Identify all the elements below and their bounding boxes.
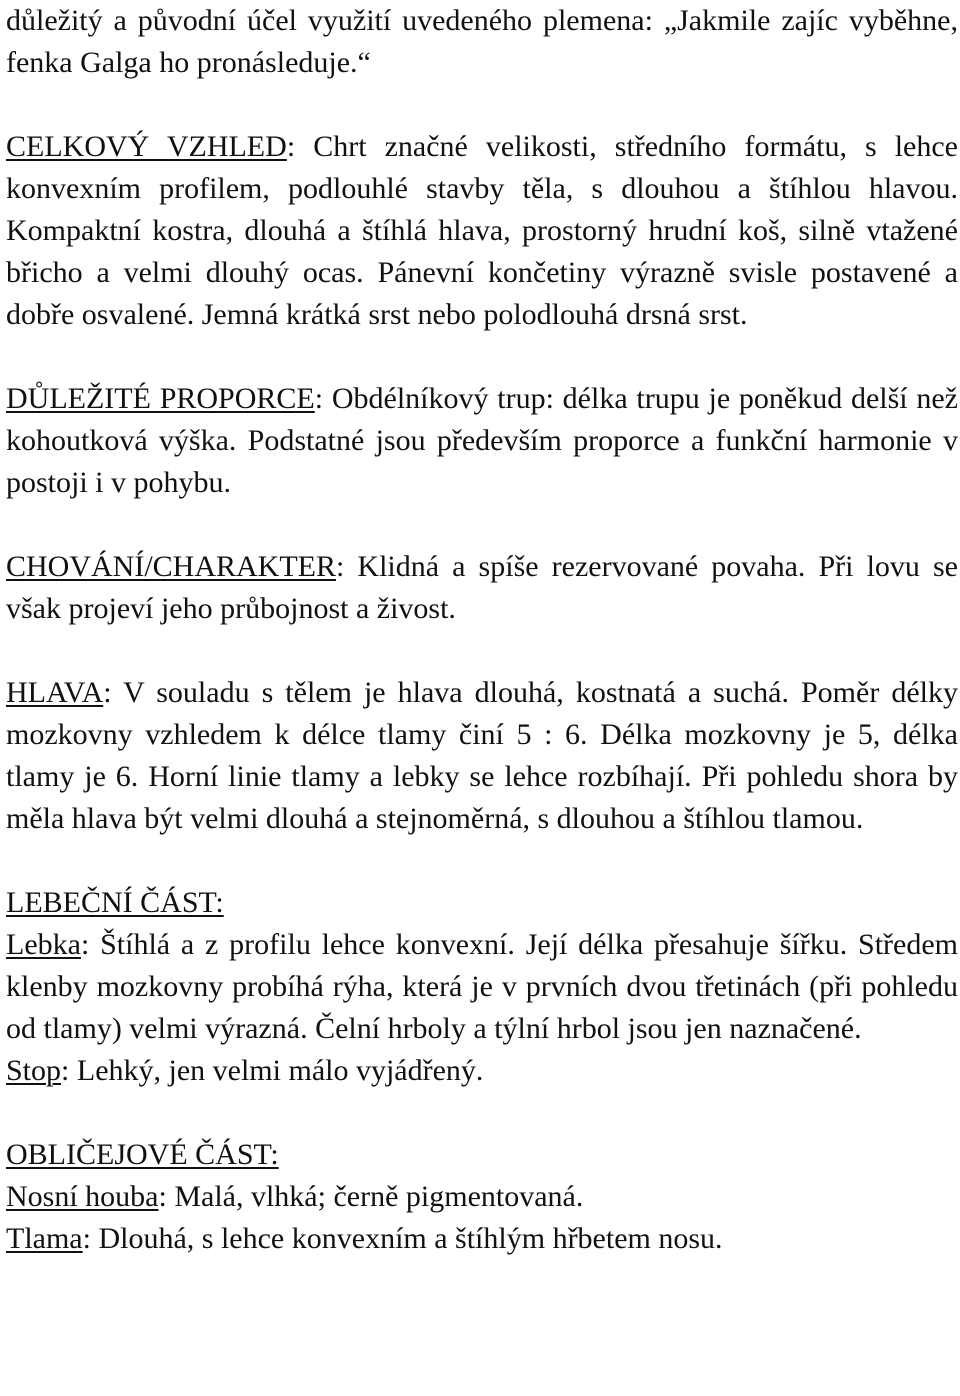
- nosni-houba-text: : Malá, vlhká; černě pigmentovaná.: [158, 1180, 584, 1213]
- stop-paragraph: [6, 1050, 958, 1092]
- lebecni-cast-heading-line: [6, 882, 958, 924]
- proporce-heading: DŮLEŽITÉ PROPORCE: [6, 382, 315, 415]
- document-page: [6, 0, 958, 1260]
- spacer: [6, 630, 958, 672]
- tlama-paragraph: [6, 1218, 958, 1260]
- nosni-houba-paragraph: [6, 1176, 958, 1218]
- spacer: [6, 504, 958, 546]
- chovani-heading: CHOVÁNÍ/CHARAKTER: [6, 550, 336, 583]
- chovani-text: : Klidná a spíše rezervované povaha. Při lovu se však projeví jeho průbojnost a živost.: [6, 550, 958, 625]
- spacer: [6, 840, 958, 882]
- stop-label: Stop: [6, 1054, 62, 1087]
- lebka-paragraph: [6, 924, 958, 1050]
- oblicejova-cast-heading: OBLIČEJOVÉ ČÁST:: [6, 1138, 279, 1171]
- celkovy-vzhled-paragraph: [6, 126, 958, 336]
- lebka-label: Lebka: [6, 928, 81, 961]
- nosni-houba-label: Nosní houba: [6, 1180, 159, 1213]
- celkovy-vzhled-heading: CELKOVÝ VZHLED: [6, 130, 287, 163]
- tlama-label: Tlama: [6, 1222, 83, 1255]
- lebecni-cast-heading: LEBEČNÍ ČÁST:: [6, 886, 224, 919]
- lebka-text: : Štíhlá a z profilu lehce konvexní. Její délka přesahuje šířku. Středem klenby mozkovny probíhá rýha, která je v prvních dvou třetinách (při pohledu od tlamy) velmi výrazná. Čelní hrboly a týlní hrbol jsou jen naznačené.: [6, 928, 958, 1045]
- intro-text: důležitý a původní účel využití uvedeného plemena: „Jakmile zajíc vyběhne, fenka Galga ho pronásleduje.“: [6, 4, 958, 79]
- stop-text: : Lehký, jen velmi málo vyjádřený.: [61, 1054, 484, 1087]
- intro-paragraph: [6, 0, 958, 84]
- proporce-text: : Obdélníkový trup: délka trupu je poněkud delší než kohoutková výška. Podstatné jsou především proporce a funkční harmonie v postoji i v pohybu.: [6, 382, 959, 499]
- tlama-text: : Dlouhá, s lehce konvexním a štíhlým hřbetem nosu.: [82, 1222, 723, 1255]
- hlava-text: : V souladu s tělem je hlava dlouhá, kostnatá a suchá. Poměr délky mozkovny vzhledem k délce tlamy činí 5 : 6. Délka mozkovny je 5, délka tlamy je 6. Horní linie tlamy a lebky se lehce rozbíhají. Při pohledu shora by měla hlava být velmi dlouhá a stejnoměrná, s dlouhou a štíhlou tlamou.: [6, 676, 958, 835]
- spacer: [6, 336, 958, 378]
- spacer: [6, 84, 958, 126]
- oblicejova-cast-heading-line: [6, 1134, 958, 1176]
- spacer: [6, 1092, 958, 1134]
- celkovy-vzhled-text: : Chrt značné velikosti, středního formátu, s lehce konvexním profilem, podlouhlé stavby těla, s dlouhou a štíhlou hlavou. Kompaktní kostra, dlouhá a štíhlá hlava, prostorný hrudní koš, silně vtažené břicho a velmi dlouhý ocas. Pánevní končetiny výrazně svisle postavené a dobře osvalené. Jemná krátká srst nebo polodlouhá drsná srst.: [6, 130, 959, 331]
- chovani-paragraph: [6, 546, 958, 630]
- proporce-paragraph: [6, 378, 958, 504]
- hlava-paragraph: [6, 672, 958, 840]
- hlava-heading: HLAVA: [6, 676, 104, 709]
